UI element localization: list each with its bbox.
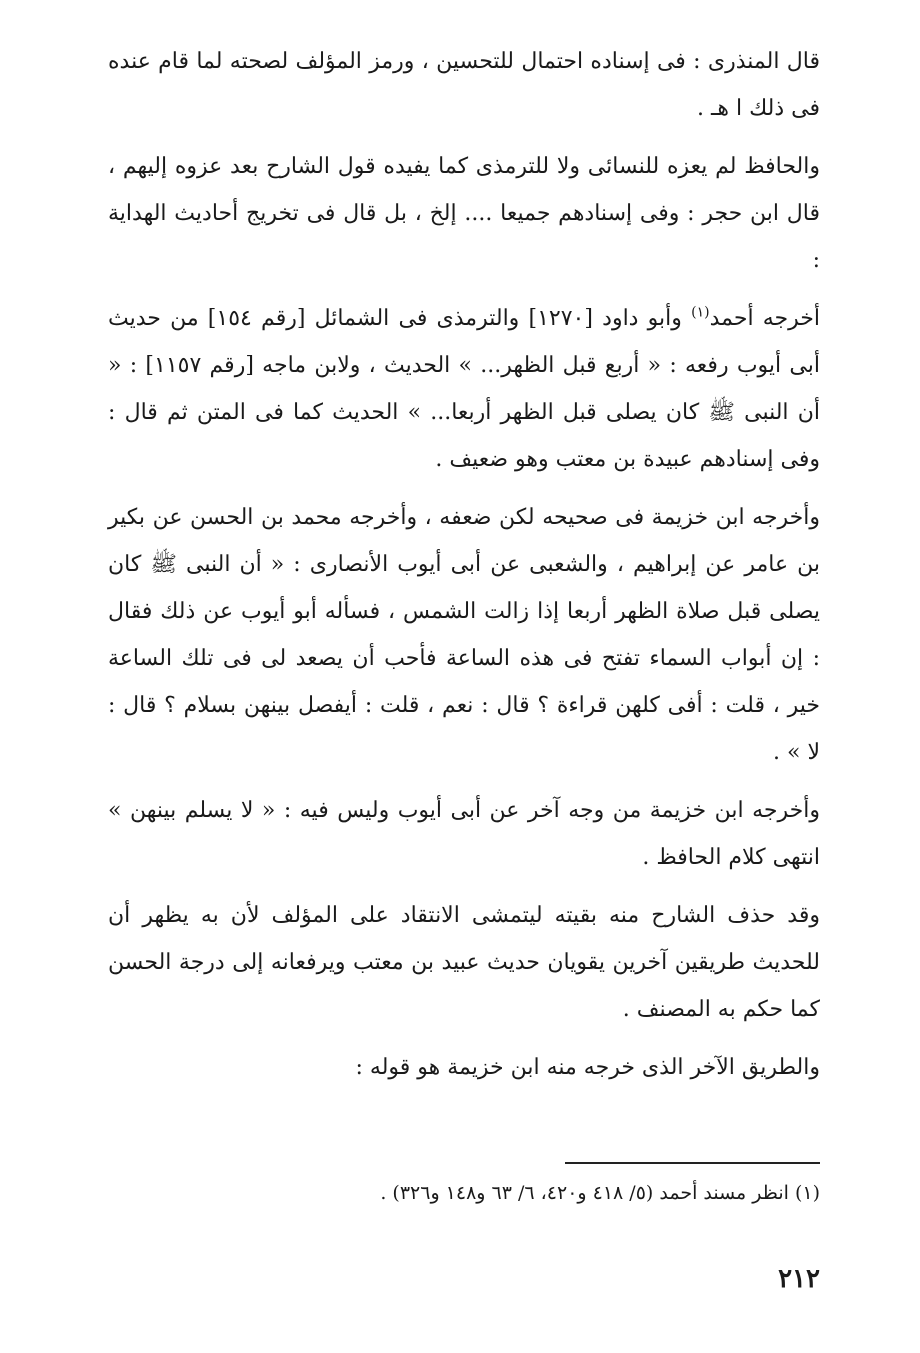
page-number: ٢١٢ bbox=[778, 1264, 820, 1294]
main-text bbox=[108, 38, 820, 1102]
paragraph-3 bbox=[108, 295, 820, 483]
footnote-divider bbox=[565, 1162, 820, 1164]
paragraph-1: قال المنذرى : فى إسناده احتمال للتحسين ، ورمز المؤلف لصحته لما قام عنده فى ذلك ا هـ . bbox=[108, 49, 820, 121]
paragraph-6: وقد حذف الشارح منه بقيته ليتمشى الانتقاد على المؤلف لأن به يظهر أن للحديث طريقين آخرين يقويان حديث عبيد بن معتب ويرفعانه إلى درجة الحسن كما حكم به المصنف . bbox=[108, 903, 820, 1022]
footnote-reference[interactable]: (١) bbox=[691, 304, 710, 321]
paragraph-7: والطريق الآخر الذى خرجه منه ابن خزيمة هو قوله : bbox=[355, 1055, 820, 1080]
paragraph-4: وأخرجه ابن خزيمة فى صحيحه لكن ضعفه ، وأخرجه محمد بن الحسن عن بكير بن عامر عن إبراهيم ، والشعبى عن أبى أيوب الأنصارى : « أن النبى ﷺ كان يصلى قبل صلاة الظهر أربعا إذا زالت الشمس ، فسأله أبو أيوب عن ذلك فقال : إن أبواب السماء تفتح فى هذه الساعة فأحب أن يصعد لى فى تلك الساعة خير ، قلت : أفى كلهن قراءة ؟ قال : نعم ، قلت : أيفصل بينهن بسلام ؟ قال : لا » . bbox=[108, 505, 820, 765]
paragraph-3-text: وأبو داود [١٢٧٠] والترمذى فى الشمائل [رقم ١٥٤] من حديث أبى أيوب رفعه : « أربع قبل الظهر... » الحديث ، ولابن ماجه [رقم ١١٥٧] : « أن النبى ﷺ كان يصلى قبل الظهر أربعا... » الحديث كما فى المتن ثم قال : وفى إسنادهم عبيدة بن معتب وهو ضعيف . bbox=[108, 306, 820, 472]
paragraph-5: وأخرجه ابن خزيمة من وجه آخر عن أبى أيوب وليس فيه : « لا يسلم بينهن » انتهى كلام الحافظ . bbox=[108, 798, 820, 870]
paragraph-2: والحافظ لم يعزه للنسائى ولا للترمذى كما يفيده قول الشارح بعد عزوه إليهم ، قال ابن حجر : وفى إسنادهم جميعا .... إلخ ، بل قال فى تخريج أحاديث الهداية : bbox=[108, 154, 820, 273]
footnote: (١) انظر مسند أحمد (٥/ ٤١٨ و٤٢٠، ٦/ ٦٣ و١٤٨ و٣٢٦) . bbox=[380, 1182, 820, 1204]
paragraph-3-lead: أخرجه أحمد bbox=[709, 306, 821, 331]
